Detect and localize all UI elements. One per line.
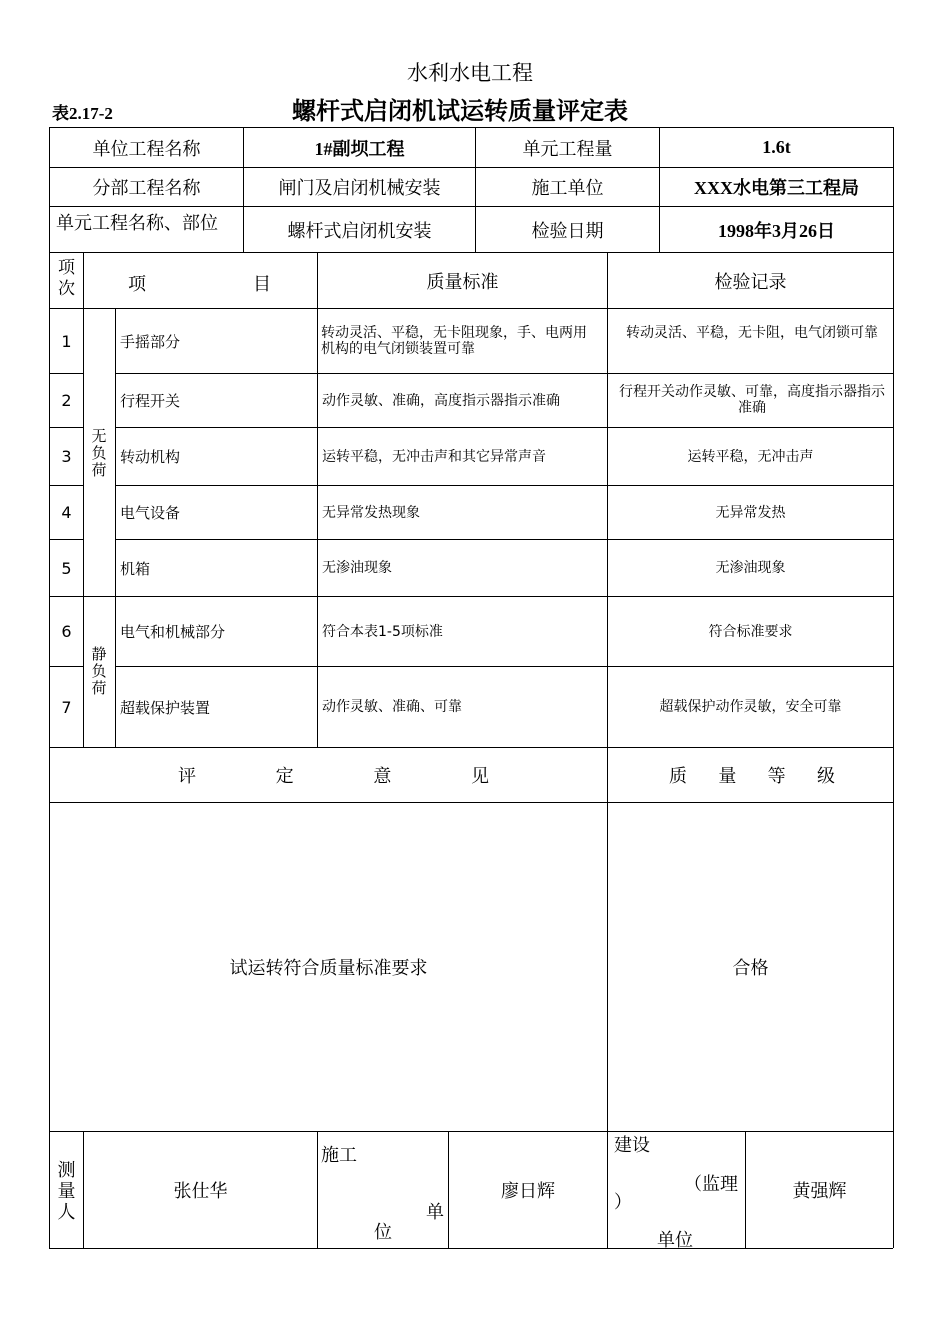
owner-label-1: 建设 [614, 1135, 650, 1156]
group-no-load-char: 负 [91, 444, 107, 462]
row-standard: 转动灵活、平稳，无卡阻现象，手、电两用机构的电气闭锁装置可靠 [321, 325, 587, 357]
unit-project-label: 单位工程名称 [92, 138, 201, 160]
row-no: 3 [61, 447, 72, 466]
opinion-header-char: 定 [275, 766, 294, 787]
row-item: 超载保护装置 [120, 698, 211, 717]
grade-header [608, 748, 893, 802]
construction-label-2: 单 [426, 1202, 444, 1223]
contractor-value: XXX水电第三工程局 [694, 178, 859, 198]
row-no: 7 [61, 697, 72, 717]
row-item: 转动机构 [120, 448, 181, 466]
sub-project-label: 分部工程名称 [92, 178, 201, 199]
measurer-label-char: 测 [57, 1160, 76, 1181]
grade-header-char: 质 [669, 766, 687, 787]
row-item: 手摇部分 [120, 332, 181, 351]
row-record: 符合标准要求 [708, 623, 793, 640]
owner-label-2: （监理 [684, 1174, 738, 1195]
contractor-label: 施工单位 [531, 178, 604, 199]
group-static-load [89, 646, 109, 697]
group-static-load-char: 荷 [91, 679, 107, 697]
unit-qty-value: 1.6t [762, 137, 791, 157]
row-record: 超载保护动作灵敏，安全可靠 [659, 699, 842, 715]
opinion-header [50, 748, 607, 802]
row-item: 机箱 [120, 559, 151, 578]
row-record: 运转平稳，无冲击声 [687, 448, 814, 465]
owner-label-4: 单位 [657, 1230, 693, 1251]
opinion-header-char: 评 [178, 766, 196, 787]
row-standard: 符合本表1-5项标准 [322, 623, 443, 640]
col-header-no-line2: 次 [58, 279, 75, 299]
measurer-label-char: 人 [57, 1202, 76, 1223]
opinion-header-char: 见 [470, 766, 489, 787]
construction-label-3: 位 [374, 1222, 392, 1243]
opinion-header-char: 意 [373, 766, 392, 787]
row-no: 4 [61, 503, 72, 522]
grade-header-char: 级 [816, 766, 835, 787]
unit-qty-label: 单元工程量 [522, 138, 613, 160]
row-record: 行程开关动作灵敏、可靠，高度指示器指示准确 [619, 384, 885, 416]
element-value: 螺杆式启闭机安装 [287, 220, 432, 242]
group-static-load-char: 负 [91, 662, 107, 680]
measurer-label [50, 1160, 83, 1223]
page-title: 螺杆式启闭机试运转质量评定表 [292, 96, 628, 125]
row-standard: 动作灵敏、准确，高度指示器指示准确 [322, 392, 560, 409]
form-number: 表2.17-2 [52, 104, 113, 123]
construction-person: 廖日辉 [501, 1181, 555, 1202]
row-standard: 无渗油现象 [322, 560, 392, 576]
col-header-no [50, 258, 83, 304]
measurer-name: 张仕华 [173, 1181, 228, 1202]
date-label: 检验日期 [531, 220, 604, 242]
group-no-load-char: 无 [91, 427, 107, 445]
sub-project-value: 闸门及启闭机械安装 [278, 178, 441, 199]
col-header-standard: 质量标准 [426, 271, 499, 293]
row-standard: 动作灵敏、准确、可靠 [322, 699, 462, 715]
group-static-load-char: 静 [91, 645, 107, 663]
row-standard: 运转平稳，无冲击声和其它异常声音 [322, 448, 546, 465]
col-header-item-a: 项 [128, 274, 146, 295]
construction-label-1: 施工 [321, 1145, 357, 1166]
measurer-label-char: 量 [57, 1181, 76, 1202]
row-record: 转动灵活、平稳，无卡阻，电气闭锁可靠 [626, 325, 878, 341]
row-item: 电气和机械部分 [120, 623, 226, 641]
owner-person: 黄强辉 [792, 1181, 847, 1202]
row-no: 1 [61, 331, 72, 351]
col-header-item-b: 目 [253, 274, 271, 295]
row-record: 无异常发热 [715, 504, 786, 521]
row-item: 行程开关 [120, 392, 181, 410]
row-no: 2 [61, 391, 72, 410]
col-header-record: 检验记录 [714, 271, 787, 293]
row-record: 无渗油现象 [715, 560, 786, 576]
evaluation-opinion: 试运转符合质量标准要求 [229, 958, 428, 979]
col-header-no-line1: 项 [58, 258, 75, 278]
group-no-load-char: 荷 [91, 461, 107, 479]
row-no: 5 [61, 558, 72, 578]
row-item: 电气设备 [120, 504, 181, 522]
row-standard: 无异常发热现象 [322, 504, 420, 521]
element-label: 单元工程名称、部位 [56, 213, 218, 234]
date-value: 1998年3月26日 [718, 220, 835, 241]
grade-header-char: 量 [718, 766, 737, 787]
quality-grade: 合格 [732, 958, 769, 979]
grade-header-char: 等 [767, 766, 786, 787]
unit-project-value: 1#副坝工程 [314, 138, 405, 159]
group-no-load [89, 428, 109, 479]
owner-label-3: ） [614, 1192, 632, 1213]
row-no: 6 [61, 622, 72, 641]
org-title: 水利水电工程 [407, 61, 533, 85]
